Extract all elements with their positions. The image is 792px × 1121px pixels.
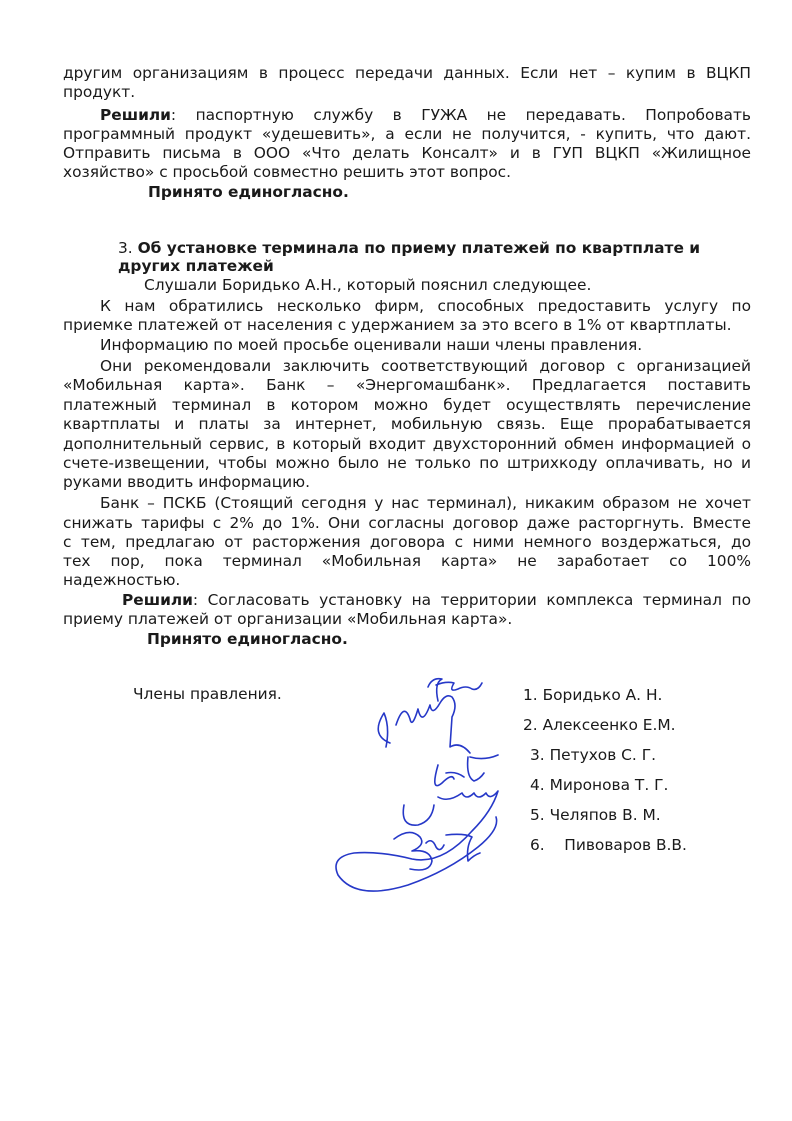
- adopted-unanimously: Принято единогласно.: [147, 630, 348, 648]
- resolution-2-line: Решили: Согласовать установку на территории комплекса терминал по: [122, 591, 751, 609]
- resolution-1-line: хозяйство» с просьбой совместно решить этот вопрос.: [63, 163, 511, 181]
- signature-boridko: [428, 679, 482, 701]
- body-line: Слушали Боридько А.Н., который пояснил следующее.: [144, 276, 592, 294]
- board-member-3: 3. Петухов С. Г.: [530, 746, 656, 764]
- body-line: Информацию по моей просьбе оценивали наши члены правления.: [100, 336, 643, 354]
- signature-alekseenko: [378, 696, 498, 759]
- section-heading: других платежей: [118, 257, 274, 275]
- handwritten-signatures: [320, 665, 530, 895]
- body-line: счете-извещении, чтобы можно было не только по штрихкоду оплачивать, но и: [63, 454, 751, 472]
- body-line: квартплаты и платы за интернет, мобильную связь. Еще прорабатывается: [63, 415, 751, 433]
- board-members-label: Члены правления.: [133, 685, 282, 703]
- body-line: с тем, предлагаю от расторжения договора с ними немного воздержаться, до: [63, 533, 751, 551]
- body-line: снижать тарифы с 2% до 1%. Они согласны договор даже расторгнуть. Вместе: [63, 514, 751, 532]
- resolution-2-line: приему платежей от организации «Мобильная карта».: [63, 610, 513, 628]
- signature-petukhov: [435, 757, 484, 786]
- section-number: 3.: [118, 239, 133, 257]
- board-member-4: 4. Миронова Т. Г.: [530, 776, 669, 794]
- resolution-1-line: Отправить письма в ООО «Что делать Консалт» и в ГУП ВЦКП «Жилищное: [63, 144, 751, 162]
- board-member-1: 1. Боридько А. Н.: [523, 686, 663, 704]
- paragraph-line: продукт.: [63, 83, 136, 101]
- board-member-6: 6. Пивоваров В.В.: [530, 836, 687, 854]
- body-line: «Мобильная карта». Банк – «Энергомашбанк». Предлагается поставить: [63, 376, 751, 394]
- body-line: Они рекомендовали заключить соответствующий договор с организацией: [100, 357, 751, 375]
- body-line: дополнительный сервис, в который входит двухсторонний обмен информацией о: [63, 435, 751, 453]
- signature-chelyapov: [394, 805, 480, 870]
- body-line: руками вводить информацию.: [63, 473, 311, 491]
- paragraph-line: другим организациям в процесс передачи данных. Если нет – купим в ВЦКП: [63, 64, 751, 82]
- adopted-unanimously: Принято единогласно.: [148, 183, 349, 201]
- body-line: приемке платежей от населения с удержанием за это всего в 1% от квартплаты.: [63, 316, 732, 334]
- board-member-2: 2. Алексеенко Е.М.: [523, 716, 676, 734]
- resolution-label: Решили: [100, 106, 171, 124]
- body-line: надежностью.: [63, 571, 181, 589]
- body-line: Банк – ПСКБ (Стоящий сегодня у нас терминал), никаким образом не хочет: [100, 494, 751, 512]
- resolution-1-line: Решили: паспортную службу в ГУЖА не передавать. Попробовать: [100, 106, 751, 124]
- body-line: тех пор, пока терминал «Мобильная карта» не заработает со 100%: [63, 552, 751, 570]
- resolution-label: Решили: [122, 591, 193, 609]
- signature-mironova: [336, 791, 498, 891]
- body-line: К нам обратились несколько фирм, способных предоставить услугу по: [100, 297, 751, 315]
- section-heading: 3. Об установке терминала по приему платежей по квартплате и: [118, 239, 701, 257]
- body-line: платежный терминал в котором можно будет осуществлять перечисление: [63, 396, 751, 414]
- board-member-5: 5. Челяпов В. М.: [530, 806, 661, 824]
- resolution-1-line: программный продукт «удешевить», а если не получится, - купить, что дают.: [63, 125, 751, 143]
